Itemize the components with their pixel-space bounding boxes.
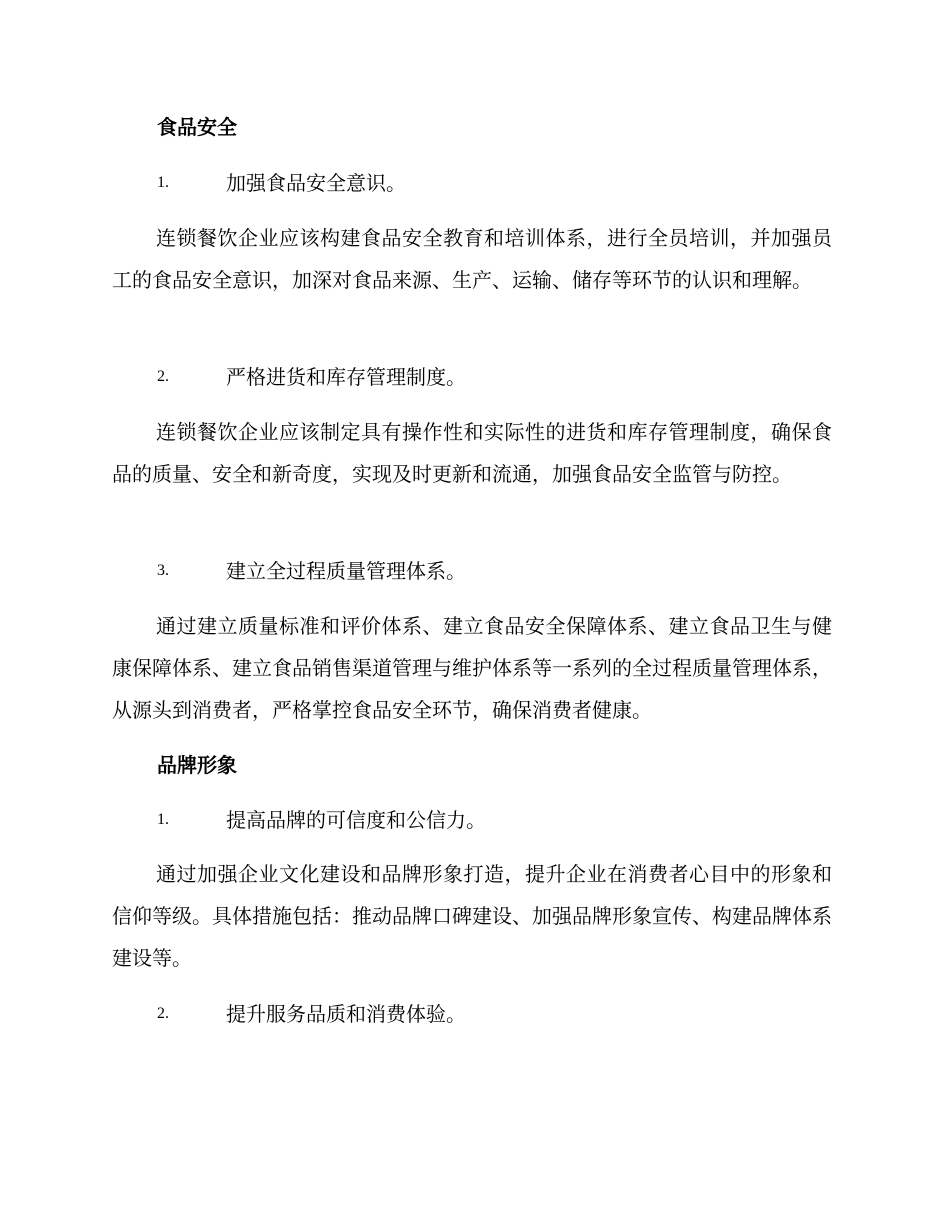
list-item-title: 提高品牌的可信度和公信力。 [226,808,486,832]
body-paragraph: 连锁餐饮企业应该制定具有操作性和实际性的进货和库存管理制度，确保食品的质量、安全和新奇度，实现及时更新和流通，加强食品安全监管与防控。 [112,420,832,486]
body-paragraph: 连锁餐饮企业应该构建食品安全教育和培训体系，进行全员培训，并加强员工的食品安全意识，加深对食品来源、生产、运输、储存等环节的认识和理解。 [112,226,832,292]
list-number: 1. [157,174,169,191]
body-paragraph: 通过建立质量标准和评价体系、建立食品安全保障体系、建立食品卫生与健康保障体系、建立食品销售渠道管理与维护体系等一系列的全过程质量管理体系，从源头到消费者，严格掌控食品安全环节，确保消费者健康。 [112,614,832,722]
list-item-title: 建立全过程质量管理体系。 [226,559,466,583]
list-item-title: 加强食品安全意识。 [226,171,406,195]
list-number: 3. [157,562,169,579]
list-item-title: 严格进货和库存管理制度。 [226,365,466,389]
list-number: 2. [157,1005,169,1022]
list-number: 1. [157,811,169,828]
section-heading-food-safety: 食品安全 [157,115,237,139]
list-number: 2. [157,368,169,385]
list-item-title: 提升服务品质和消费体验。 [226,1002,466,1026]
body-paragraph: 通过加强企业文化建设和品牌形象打造，提升企业在消费者心目中的形象和信仰等级。具体措施包括：推动品牌口碑建设、加强品牌形象宣传、构建品牌体系建设等。 [112,862,832,970]
section-heading-brand-image: 品牌形象 [157,753,237,777]
